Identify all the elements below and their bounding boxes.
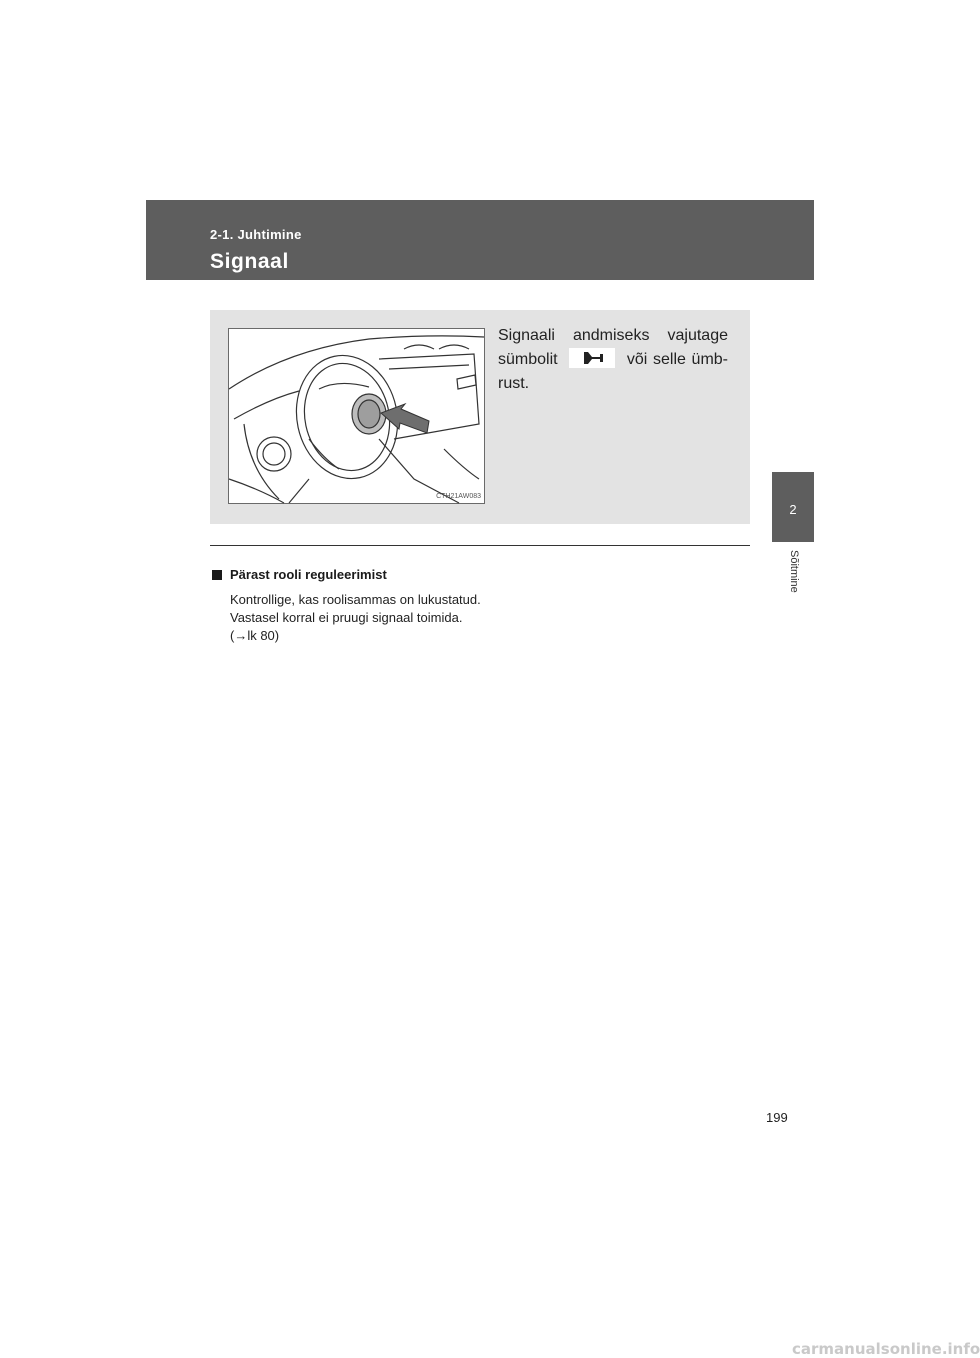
note-heading	[212, 567, 387, 582]
section-label: 2-1. Juhtimine	[210, 227, 302, 242]
steering-wheel-illustration	[228, 328, 485, 504]
page-number: 199	[766, 1110, 788, 1125]
section-divider	[210, 545, 750, 546]
page-title: Signaal	[210, 250, 289, 273]
watermark: carmanualsonline.info	[792, 1340, 980, 1358]
note-line: Kontrollige, kas roolisammas on lukustatud.	[230, 592, 481, 607]
chapter-label: Sõitmine	[788, 550, 800, 593]
info-box	[210, 310, 750, 524]
chapter-tab	[772, 472, 814, 542]
note-line: Vastasel korral ei pruugi signaal toimida.	[230, 610, 463, 625]
square-bullet-icon	[212, 570, 222, 580]
instruction-text	[498, 324, 728, 396]
note-body	[230, 591, 481, 645]
chapter-header	[146, 200, 814, 280]
steering-wheel-drawing	[229, 329, 484, 503]
page-reference-link[interactable]: (→lk 80)	[230, 628, 280, 643]
instruction-after: või selle ümb-rust.	[498, 351, 728, 392]
figure-code: CTH21AW083	[436, 493, 481, 500]
instruction-before: Signaali andmiseks vajutage sümbolit	[498, 327, 728, 368]
chapter-number: 2	[789, 502, 797, 517]
horn-icon	[569, 348, 615, 368]
note-heading-text: Pärast rooli reguleerimist	[230, 567, 387, 582]
